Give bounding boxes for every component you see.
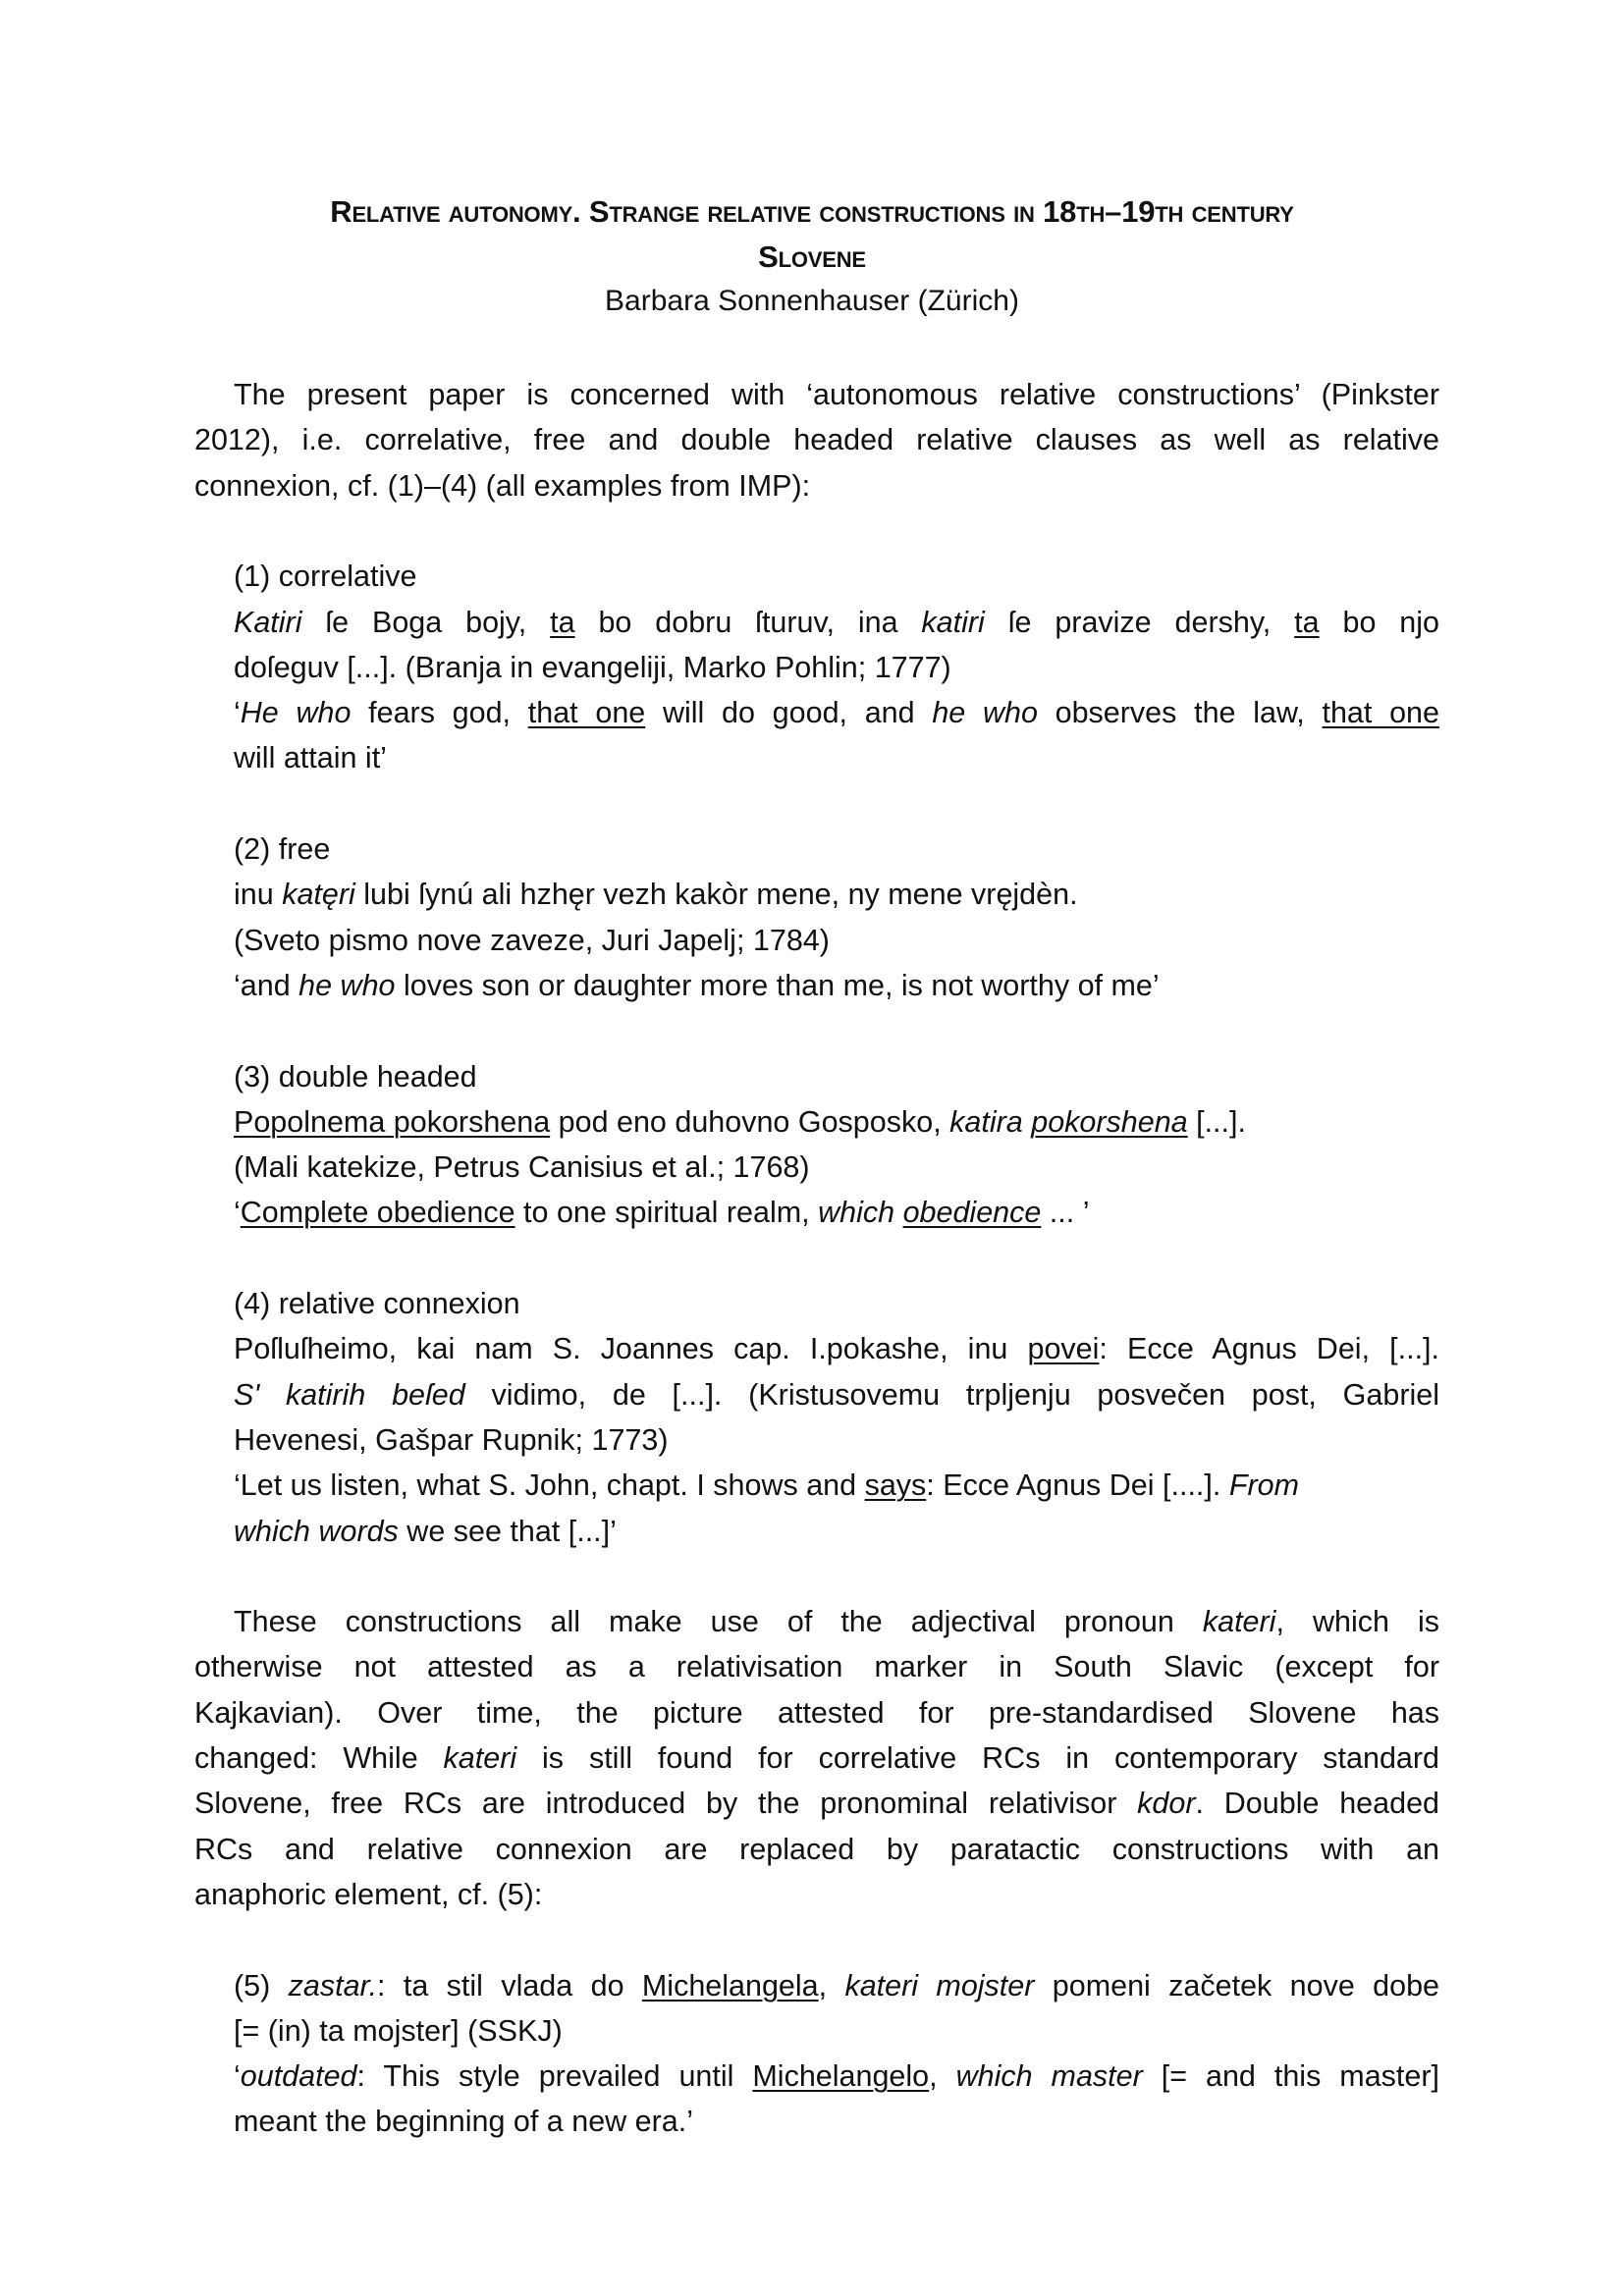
underlined-text: Popolnema pokorshena	[234, 1104, 551, 1139]
underlined-text: says	[864, 1468, 927, 1503]
example-label: (1) correlative	[234, 560, 417, 594]
example-3-line: ‘Complete obedience to one spiritual realm, which obedience ... ’	[234, 1196, 1090, 1230]
example-label: (3) double headed	[234, 1059, 477, 1094]
example-label: (4) relative connexion	[234, 1287, 520, 1320]
discussion-paragraph-line: anaphoric element, cf. (5):	[194, 1877, 543, 1911]
italic-text: katira	[949, 1104, 1023, 1139]
example-1-line: Katiri ſe Boga bojy, ta bo dobru ſturuv, ina katiri ſe pravize dershy, ta bo njo	[234, 605, 1439, 639]
underlined-text: that one	[527, 696, 646, 730]
example-5-line: ‘outdated: This style prevailed until Michelangelo, which master [= and this master]	[234, 2059, 1439, 2094]
intro-paragraph-line: 2012), i.e. correlative, free and double headed relative clauses as well as relative	[194, 423, 1439, 457]
italic-text: he who	[932, 696, 1038, 730]
example-4-line: ‘Let us listen, what S. John, chapt. I shows and says: Ecce Agnus Dei [....]. From	[234, 1468, 1299, 1503]
underlined-text: ta	[1294, 605, 1320, 639]
discussion-paragraph-line: Slovene, free RCs are introduced by the pronominal relativisor kdor. Double headed	[194, 1787, 1439, 1821]
example-3-line: (Mali katekize, Petrus Canisius et al.; 1768)	[234, 1150, 810, 1185]
underlined-text: pokorshena	[1031, 1104, 1188, 1139]
italic-text: which words	[234, 1514, 399, 1548]
example-label: (2) free	[234, 832, 331, 866]
italic-text: he who	[298, 968, 396, 1002]
underlined-text: that one	[1322, 696, 1439, 730]
author-affiliation: Barbara Sonnenhauser (Zürich)	[605, 285, 1019, 317]
paper-title-line-1: Relative autonomy. Strange relative constructions in 18th–19th century	[330, 194, 1294, 229]
example-5-line: meant the beginning of a new era.’	[234, 2105, 693, 2139]
italic-text: katiri	[921, 605, 985, 639]
italic-text: katęri	[282, 878, 355, 912]
example-5-line: (5) zastar.: ta stil vlada do Michelangela, kateri mojster pomeni začetek nove dobe	[234, 1968, 1439, 2002]
italic-text: kateri	[443, 1741, 517, 1775]
italic-text: He who	[240, 696, 352, 730]
italic-text: which master	[955, 2059, 1143, 2094]
underlined-text: Michelangela	[641, 1968, 819, 2002]
paper-title-line-2: Slovene	[758, 240, 866, 274]
italic-text: S' katirih beſed	[234, 1377, 465, 1412]
intro-paragraph-line: The present paper is concerned with ‘autonomous relative constructions’ (Pinkster	[234, 378, 1439, 411]
italic-text: Katiri	[234, 605, 302, 639]
example-1-line: doſeguv [...]. (Branja in evangeliji, Marko Pohlin; 1777)	[234, 650, 951, 684]
intro-paragraph-line: connexion, cf. (1)–(4) (all examples from IMP):	[194, 468, 811, 503]
example-4-line: Poſluſheimo, kai nam S. Joannes cap. I.pokashe, inu povei: Ecce Agnus Dei, [...].	[234, 1332, 1439, 1366]
example-3-line: Popolnema pokorshena pod eno duhovno Gosposko, katira pokorshena [...].	[234, 1104, 1246, 1139]
underlined-text: Complete obedience	[240, 1196, 515, 1230]
discussion-paragraph-line: otherwise not attested as a relativisation marker in South Slavic (except for	[194, 1650, 1439, 1684]
discussion-paragraph-line: Kajkavian). Over time, the picture attested for pre-standardised Slovene has	[194, 1695, 1439, 1730]
italic-text: kateri mojster	[844, 1968, 1035, 2002]
example-2-line: inu katęri lubi ſynú ali hzhęr vezh kakòr mene, ny mene vręjdèn.	[234, 878, 1078, 912]
example-1-line: will attain it’	[234, 741, 387, 775]
italic-text: outdated	[240, 2059, 357, 2094]
discussion-paragraph-line: These constructions all make use of the adjectival pronoun kateri, which is	[234, 1605, 1439, 1639]
italic-text: From	[1228, 1468, 1299, 1503]
example-5-line: [= (in) ta mojster] (SSKJ)	[234, 2013, 563, 2048]
italic-text: kateri	[1202, 1605, 1276, 1639]
example-4-line: S' katirih beſed vidimo, de [...]. (Kristusovemu trpljenju posvečen post, Gabriel	[234, 1377, 1439, 1412]
underlined-text: obedience	[902, 1196, 1042, 1230]
discussion-paragraph-line: changed: While kateri is still found for correlative RCs in contemporary standard	[194, 1741, 1440, 1775]
example-4-line: which words we see that [...]’	[234, 1514, 617, 1548]
example-2-line: (Sveto pismo nove zaveze, Juri Japelj; 1784)	[234, 923, 830, 957]
underlined-text: Michelangelo	[752, 2059, 930, 2094]
example-1-line: ‘He who fears god, that one will do good, and he who observes the law, that one	[234, 696, 1439, 730]
underlined-text: povei	[1027, 1332, 1100, 1366]
example-2-line: ‘and he who loves son or daughter more than me, is not worthy of me’	[234, 968, 1160, 1002]
discussion-paragraph-line: RCs and relative connexion are replaced by paratactic constructions with an	[194, 1832, 1439, 1866]
italic-text: zastar.	[288, 1968, 378, 2002]
italic-text: kdor	[1137, 1787, 1196, 1821]
italic-text: which	[818, 1196, 895, 1230]
underlined-text: ta	[550, 605, 575, 639]
example-4-line: Hevenesi, Gašpar Rupnik; 1773)	[234, 1422, 669, 1457]
